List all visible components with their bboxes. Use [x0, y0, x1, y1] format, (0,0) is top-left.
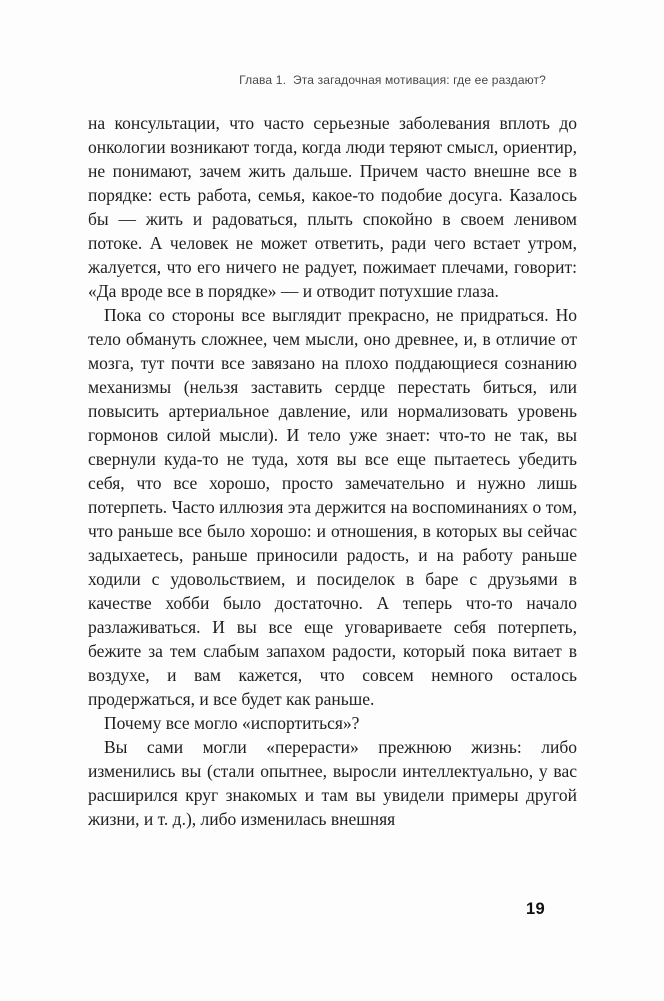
- paragraph: Пока со стороны все выглядит прекрасно, не придраться. Но тело обмануть сложнее, чем мысли, оно древнее, и, в отличие от мозга, тут почти все завязано на плохо поддающиеся сознанию механизмы (нельзя заставить сердце перестать биться, или повысить артериальное давление, или нормализовать уровень гормонов силой мысли). И тело уже знает: что-то не так, вы свернули куда-то не туда, хотя вы все еще пытаетесь убедить себя, что все хорошо, просто замечательно и нужно лишь потерпеть. Часто иллюзия эта держится на воспоминаниях о том, что раньше все было хорошо: и отношения, в которых вы сейчас задыхаетесь, раньше приносили радость, и на работу раньше ходили с удовольствием, и посиделок в баре с друзьями в качестве хобби было достаточно. А теперь что-то начало разлаживаться. И вы все еще уговариваете себя потерпеть, бежите за тем слабым запахом радости, который пока витает в воздухе, и вам кажется, что совсем немного осталось продержаться, и все будет как раньше.: [88, 305, 577, 709]
- text-block: [88, 111, 577, 831]
- paragraph: на консультации, что часто серьезные заболевания вплоть до онкологии возникают тогда, когда люди теряют смысл, ориентир, не понимают, зачем жить дальше. Причем часто внешне все в порядке: есть работа, семья, какое-то подобие досуга. Казалось бы — жить и радоваться, плыть спокойно в своем ленивом потоке. А человек не может ответить, ради чего встает утром, жалуется, что его ничего не радует, пожимает плечами, говорит: «Да вроде все в порядке» — и отводит потухшие глаза.: [88, 113, 577, 301]
- paragraph: Вы сами могли «перерасти» прежнюю жизнь: либо изменились вы (стали опытнее, выросли интеллектуально, у вас расширился круг знакомых и там вы увидели примеры другой жизни, и т. д.), либо изменилась внешняя: [88, 737, 577, 829]
- page-number: 19: [526, 900, 545, 918]
- paragraph: Почему все могло «испортиться»?: [104, 713, 360, 733]
- running-header: Глава 1. Эта загадочная мотивация: где ее раздают?: [239, 73, 546, 87]
